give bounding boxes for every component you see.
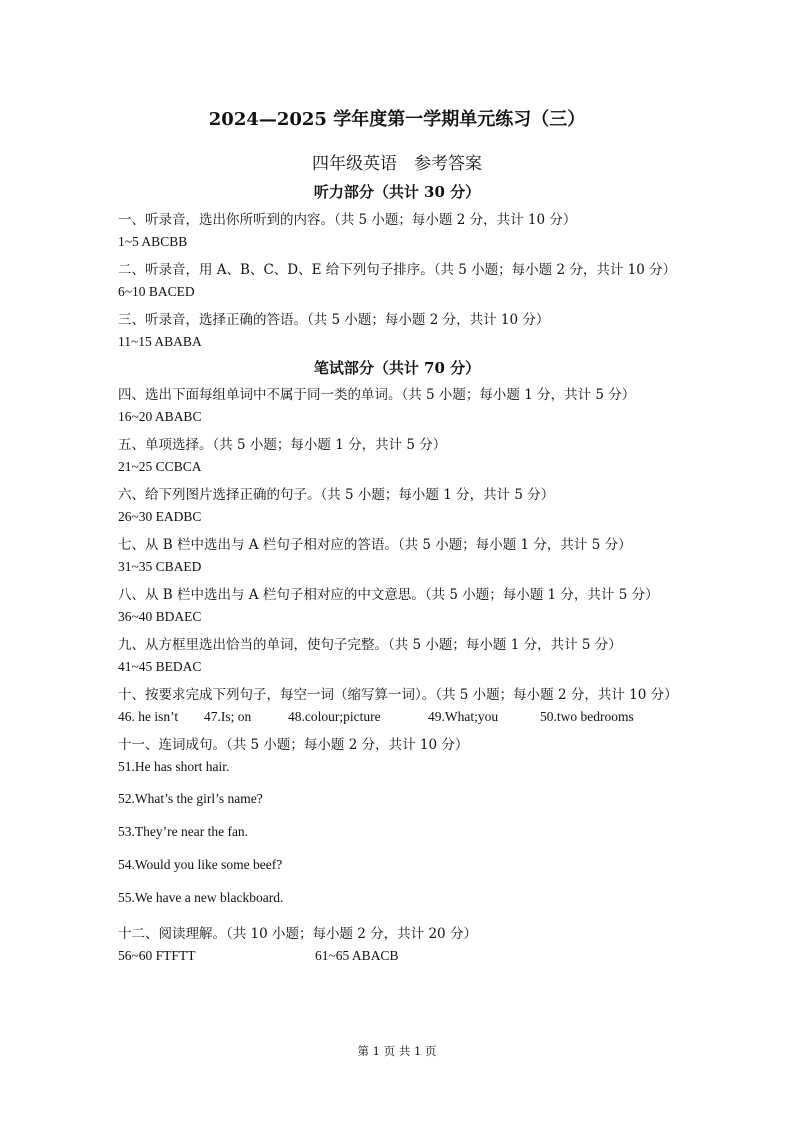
answer-11-item: 53.They’re near the fan. [118,824,249,839]
question-9-heading: 九、从方框里选出恰当的单词，使句子完整。（共 5 小题；每小题 1 分，共计 5 分） [118,637,622,653]
writing-section-heading: 笔试部分（共计 70 分） [313,359,481,377]
answer-10-item: 48.colour;picture [288,709,381,724]
answer-11-item: 55.We have a new blackboard. [118,890,284,905]
answer-3: 11~15 ABABA [118,334,202,349]
question-1-heading: 一、听录音，选出你所听到的内容。（共 5 小题；每小题 2 分，共计 10 分） [118,212,577,228]
answer-10-item: 49.What;you [428,709,499,724]
answer-12-item: 61~65 ABACB [315,948,399,963]
answer-11-item: 54.Would you like some beef? [118,857,283,872]
question-12-heading: 十二、阅读理解。（共 10 小题；每小题 2 分，共计 20 分） [118,926,477,942]
answer-11-item: 51.He has short hair. [118,759,230,774]
listening-section-heading: 听力部分（共计 30 分） [313,183,481,201]
answer-2: 6~10 BACED [118,284,195,299]
question-3-heading: 三、听录音，选择正确的答语。（共 5 小题；每小题 2 分，共计 10 分） [118,312,550,328]
document-subtitle: 四年级英语 参考答案 [312,154,482,174]
question-10-heading: 十、按要求完成下列句子，每空一词（缩写算一词）。（共 5 小题；每小题 2 分，共计 10 分） [118,687,678,703]
answer-1: 1~5 ABCBB [118,234,188,249]
answer-9: 41~45 BEDAC [118,659,202,674]
answer-10-item: 47.Is; on [204,709,252,724]
answer-10-item: 50.two bedrooms [540,709,634,724]
page-footer: 第 1 页 共 1 页 [357,1044,437,1058]
question-11-heading: 十一、连词成句。（共 5 小题；每小题 2 分，共计 10 分） [118,737,469,753]
question-5-heading: 五、单项选择。（共 5 小题；每小题 1 分，共计 5 分） [118,437,447,453]
answer-11-item: 52.What’s the girl’s name? [118,791,263,806]
answer-12-item: 56~60 FTFTT [118,948,196,963]
question-2-heading: 二、听录音，用 A、B、C、D、E 给下列句子排序。（共 5 小题；每小题 2 分，共计 10 分） [118,262,677,278]
question-8-heading: 八、从 B 栏中选出与 A 栏句子相对应的中文意思。（共 5 小题；每小题 1 分，共计 5 分） [118,587,659,603]
answer-6: 26~30 EADBC [118,509,202,524]
answer-7: 31~35 CBAED [118,559,202,574]
question-7-heading: 七、从 B 栏中选出与 A 栏句子相对应的答语。（共 5 小题；每小题 1 分，共计 5 分） [118,537,632,553]
answer-10-item: 46. he isn’t [118,709,179,724]
answer-8: 36~40 BDAEC [118,609,202,624]
question-6-heading: 六、给下列图片选择正确的句子。（共 5 小题；每小题 1 分，共计 5 分） [118,487,555,503]
answer-5: 21~25 CCBCA [118,459,202,474]
answer-4: 16~20 ABABC [118,409,202,424]
document-title: 2024—2025 学年度第一学期单元练习（三） [208,109,586,130]
question-4-heading: 四、选出下面每组单词中不属于同一类的单词。（共 5 小题；每小题 1 分，共计 5 分） [118,387,636,403]
